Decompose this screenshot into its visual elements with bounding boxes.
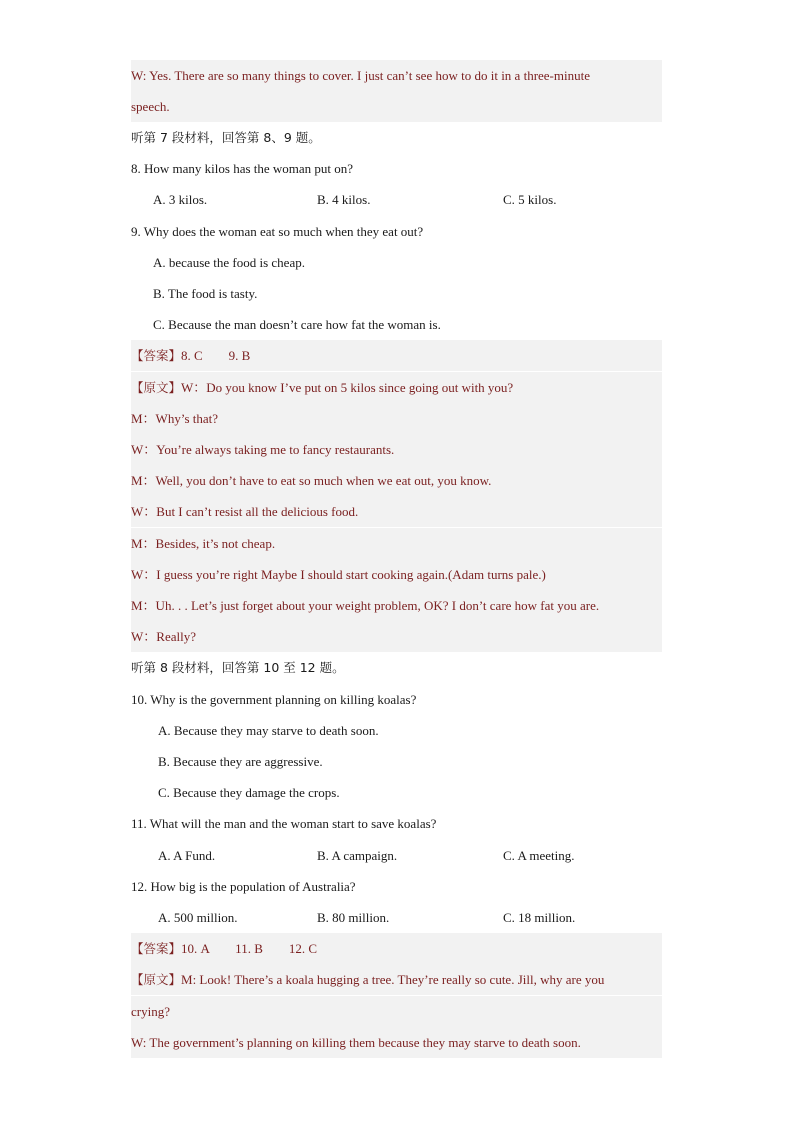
- transcript-line: W：I guess you’re right Maybe I should start cooking again.(Adam turns pale.): [131, 559, 662, 590]
- section-header: 听第 7 段材料，回答第 8、9 题。: [131, 130, 321, 145]
- transcript-line: W: Yes. There are so many things to cover. I just can’t see how to do it in a three-minute: [131, 60, 662, 91]
- answer-label: 【答案】: [131, 941, 182, 956]
- question-8: 8. How many kilos has the woman put on?: [131, 161, 354, 176]
- option-a: A. A Fund.: [158, 848, 216, 863]
- transcript-line: M：Uh. . . Let’s just forget about your weight problem, OK? I don’t care how fat you are.: [131, 590, 662, 621]
- option-b: B. Because they are aggressive.: [158, 754, 323, 769]
- question-11: 11. What will the man and the woman start to save koalas?: [131, 816, 437, 831]
- option-a: A. because the food is cheap.: [153, 255, 305, 270]
- answer-text: 8. C 9. B: [181, 348, 251, 363]
- question-8-options: [131, 184, 662, 215]
- transcript-line: W：You’re always taking me to fancy restaurants.: [131, 434, 662, 465]
- option-c: C. Because the man doesn’t care how fat the woman is.: [153, 317, 441, 332]
- option-c: C. 5 kilos.: [503, 192, 557, 207]
- transcript-line: W：But I can’t resist all the delicious food.: [131, 496, 662, 527]
- option-a: A. 500 million.: [158, 910, 238, 925]
- question-10: 10. Why is the government planning on killing koalas?: [131, 692, 417, 707]
- transcript-line: speech.: [131, 91, 662, 122]
- question-12: 12. How big is the population of Australia?: [131, 879, 356, 894]
- option-c: C. Because they damage the crops.: [158, 785, 340, 800]
- option-b: B. The food is tasty.: [153, 286, 258, 301]
- option-a: A. 3 kilos.: [153, 192, 208, 207]
- transcript-line: crying?: [131, 996, 662, 1027]
- transcript-line: M：Why’s that?: [131, 403, 662, 434]
- question-12-options: [131, 902, 662, 933]
- option-c: C. A meeting.: [503, 848, 575, 863]
- section-header: 听第 8 段材料，回答第 10 至 12 题。: [131, 660, 345, 675]
- transcript-line: M：Well, you don’t have to eat so much when we eat out, you know.: [131, 465, 662, 496]
- transcript-label: 【原文】: [131, 380, 182, 395]
- answer-text: 10. A 11. B 12. C: [181, 941, 318, 956]
- transcript-line: W: The government’s planning on killing them because they may starve to death soon.: [131, 1027, 662, 1058]
- transcript-line: W：Really?: [131, 621, 662, 652]
- answer-line: [131, 933, 662, 964]
- transcript-text: M: Look! There’s a koala hugging a tree. They’re really so cute. Jill, why are you: [181, 972, 605, 987]
- question-11-options: [131, 840, 662, 871]
- question-9: 9. Why does the woman eat so much when they eat out?: [131, 224, 424, 239]
- answer-label: 【答案】: [131, 348, 182, 363]
- option-b: B. 80 million.: [317, 910, 390, 925]
- transcript-line: [131, 964, 662, 995]
- transcript-text: W：Do you know I’ve put on 5 kilos since going out with you?: [181, 380, 514, 395]
- transcript-line: M：Besides, it’s not cheap.: [131, 528, 662, 559]
- option-a: A. Because they may starve to death soon.: [158, 723, 379, 738]
- answer-line: [131, 340, 662, 371]
- transcript-line: [131, 372, 662, 403]
- transcript-label: 【原文】: [131, 972, 182, 987]
- option-b: B. 4 kilos.: [317, 192, 371, 207]
- option-c: C. 18 million.: [503, 910, 576, 925]
- option-b: B. A campaign.: [317, 848, 398, 863]
